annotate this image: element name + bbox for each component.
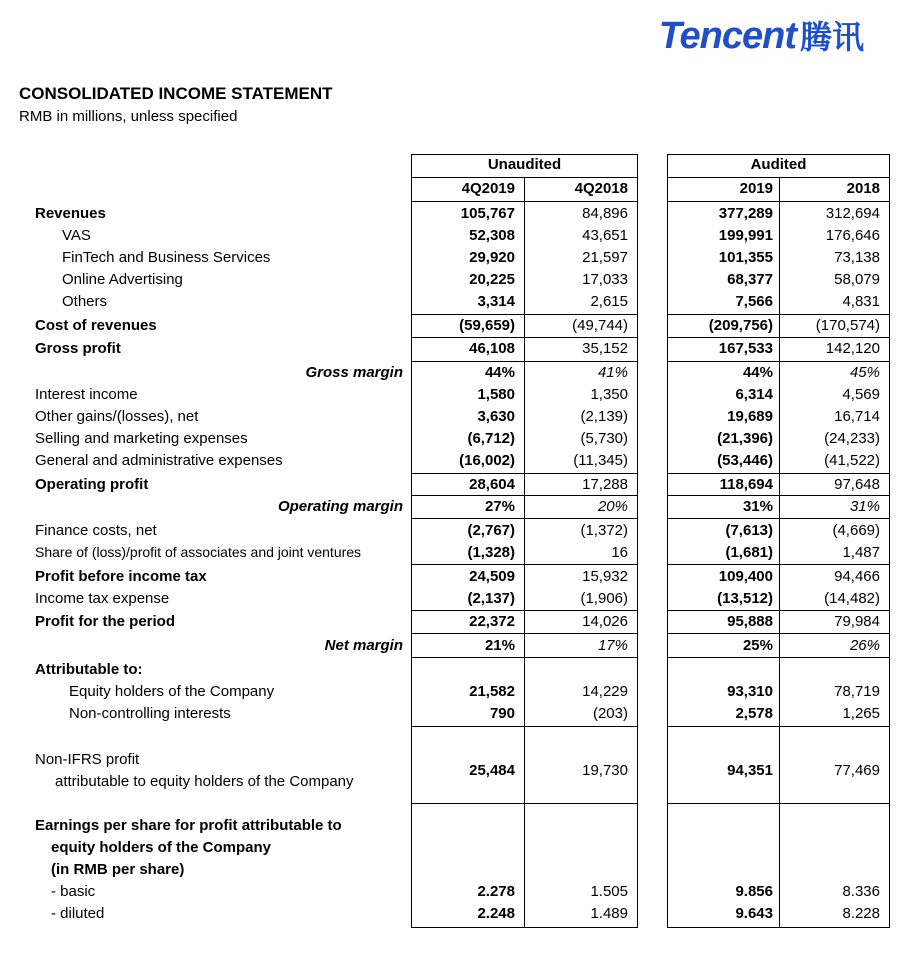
value-cell: 105,767	[460, 205, 515, 222]
value-cell: 9.643	[735, 905, 773, 922]
value-cell: 6,314	[735, 386, 773, 403]
value-cell: (59,659)	[459, 317, 515, 334]
value-cell: 14,026	[582, 613, 628, 630]
row-label-interest-income: Interest income	[35, 386, 138, 403]
value-cell: 78,719	[834, 683, 880, 700]
row-divider	[667, 518, 890, 519]
value-cell: 94,466	[834, 568, 880, 585]
unaudited-header: Unaudited	[487, 156, 562, 173]
value-cell: (2,767)	[467, 522, 515, 539]
value-cell: 109,400	[718, 568, 773, 585]
row-divider	[667, 201, 890, 202]
value-cell: 17,033	[582, 271, 628, 288]
value-cell: 25,484	[469, 762, 515, 779]
value-cell: (6,712)	[467, 430, 515, 447]
row-divider	[411, 314, 638, 315]
row-label-eps-heading: Earnings per share for profit attributable to	[35, 817, 342, 834]
value-cell: 1,350	[590, 386, 628, 403]
row-divider	[411, 473, 638, 474]
value-cell: (7,613)	[725, 522, 773, 539]
value-cell: (2,139)	[580, 408, 628, 425]
row-label-operating-margin: Operating margin	[277, 498, 403, 515]
row-divider	[667, 337, 890, 338]
value-cell: 3,314	[477, 293, 515, 310]
value-cell: 16	[611, 544, 628, 561]
row-divider	[411, 495, 638, 496]
value-cell: 93,310	[727, 683, 773, 700]
row-label-vas: VAS	[62, 227, 91, 244]
row-label-profit-for-period: Profit for the period	[35, 613, 175, 630]
col-header-2018: 2018	[846, 180, 880, 197]
row-divider	[411, 726, 638, 727]
row-divider	[667, 564, 890, 565]
col-header-4q2018: 4Q2018	[574, 180, 628, 197]
row-label-other-gains: Other gains/(losses), net	[35, 408, 199, 425]
row-label-net-margin: Net margin	[324, 637, 403, 654]
value-cell: 44%	[742, 364, 773, 381]
value-cell: 31%	[742, 498, 773, 515]
value-cell: (209,756)	[708, 317, 773, 334]
row-divider	[411, 201, 638, 202]
row-divider	[667, 473, 890, 474]
value-cell: 68,377	[727, 271, 773, 288]
logo-text-cn: 腾讯	[799, 18, 864, 56]
value-cell: (203)	[592, 705, 628, 722]
value-cell: 52,308	[469, 227, 515, 244]
value-cell: 199,991	[718, 227, 773, 244]
row-divider	[411, 610, 638, 611]
value-cell: 20,225	[469, 271, 515, 288]
row-label-eps-diluted: - diluted	[51, 905, 105, 922]
value-cell: (16,002)	[459, 452, 515, 469]
value-cell: 17%	[597, 637, 628, 654]
row-divider	[667, 657, 890, 658]
row-label-revenues: Revenues	[35, 205, 106, 222]
value-cell: (14,482)	[824, 590, 880, 607]
value-cell: 790	[489, 705, 515, 722]
value-cell: 45%	[849, 364, 880, 381]
row-label-gross-margin: Gross margin	[305, 364, 403, 381]
value-cell: 14,229	[582, 683, 628, 700]
value-cell: (24,233)	[824, 430, 880, 447]
value-cell: (1,372)	[580, 522, 628, 539]
row-divider	[667, 610, 890, 611]
value-cell: 15,932	[582, 568, 628, 585]
value-cell: 22,372	[469, 613, 515, 630]
row-divider	[667, 803, 890, 804]
row-label-finance-costs: Finance costs, net	[35, 522, 157, 539]
value-cell: 95,888	[727, 613, 773, 630]
row-divider	[667, 633, 890, 634]
row-label-non-ifrs-profit: Non-IFRS profit	[35, 751, 140, 768]
value-cell: (13,512)	[717, 590, 773, 607]
value-cell: 21%	[484, 637, 515, 654]
value-cell: 312,694	[825, 205, 880, 222]
value-cell: (49,744)	[572, 317, 628, 334]
value-cell: 77,469	[834, 762, 880, 779]
row-label-eps-heading-2: equity holders of the Company	[51, 839, 272, 856]
value-cell: 17,288	[582, 476, 628, 493]
value-cell: 176,646	[825, 227, 880, 244]
value-cell: 35,152	[582, 340, 628, 357]
row-label-selling-marketing: Selling and marketing expenses	[35, 430, 248, 447]
column-divider	[779, 177, 780, 928]
row-divider	[411, 803, 638, 804]
value-cell: (1,328)	[467, 544, 515, 561]
value-cell: 58,079	[834, 271, 880, 288]
value-cell: (1,681)	[725, 544, 773, 561]
row-divider	[667, 495, 890, 496]
value-cell: 27%	[484, 498, 515, 515]
logo-text-en: Tencent	[658, 15, 796, 57]
value-cell: 25%	[742, 637, 773, 654]
value-cell: 28,604	[469, 476, 515, 493]
value-cell: 16,714	[834, 408, 880, 425]
value-cell: 46,108	[469, 340, 515, 357]
value-cell: 24,509	[469, 568, 515, 585]
statement-subtitle: RMB in millions, unless specified	[19, 108, 238, 125]
value-cell: (1,906)	[580, 590, 628, 607]
value-cell: 1.489	[590, 905, 628, 922]
statement-title: CONSOLIDATED INCOME STATEMENT	[19, 84, 333, 103]
value-cell: 19,730	[582, 762, 628, 779]
row-divider	[411, 518, 638, 519]
value-cell: 118,694	[719, 476, 773, 493]
row-label-share-of-associates: Share of (loss)/profit of associates and joint ventures	[35, 544, 362, 560]
row-label-profit-before-tax: Profit before income tax	[35, 568, 207, 585]
value-cell: 2.278	[477, 883, 515, 900]
value-cell: 97,648	[834, 476, 880, 493]
row-divider	[411, 633, 638, 634]
value-cell: 142,120	[825, 340, 880, 357]
value-cell: 7,566	[735, 293, 773, 310]
value-cell: 41%	[597, 364, 628, 381]
value-cell: 9.856	[735, 883, 773, 900]
row-label-fintech: FinTech and Business Services	[62, 249, 271, 266]
row-label-cost-of-revenues: Cost of revenues	[35, 317, 157, 334]
row-label-eps-heading-3: (in RMB per share)	[51, 861, 185, 878]
value-cell: (41,522)	[824, 452, 880, 469]
row-label-equity-holders: Equity holders of the Company	[69, 683, 275, 700]
value-cell: (21,396)	[717, 430, 773, 447]
value-cell: 377,289	[718, 205, 773, 222]
value-cell: 20%	[597, 498, 628, 515]
column-divider	[524, 177, 525, 928]
value-cell: (2,137)	[467, 590, 515, 607]
row-label-others: Others	[62, 293, 108, 310]
row-divider	[411, 361, 638, 362]
value-cell: 1,580	[477, 386, 515, 403]
row-label-attributable-to: Attributable to:	[35, 661, 143, 678]
row-label-gross-profit: Gross profit	[35, 340, 121, 357]
value-cell: 1,487	[842, 544, 880, 561]
value-cell: 73,138	[834, 249, 880, 266]
row-divider	[411, 564, 638, 565]
row-label-non-controlling: Non-controlling interests	[69, 705, 231, 722]
row-label-general-admin: General and administrative expenses	[35, 452, 283, 469]
value-cell: 8.228	[842, 905, 880, 922]
value-cell: 4,831	[842, 293, 880, 310]
value-cell: 26%	[849, 637, 880, 654]
value-cell: 44%	[484, 364, 515, 381]
value-cell: 94,351	[727, 762, 773, 779]
value-cell: 79,984	[834, 613, 880, 630]
value-cell: (53,446)	[717, 452, 773, 469]
value-cell: 101,355	[718, 249, 773, 266]
value-cell: 3,630	[477, 408, 515, 425]
col-header-4q2019: 4Q2019	[461, 180, 515, 197]
row-label-non-ifrs-attributable: attributable to equity holders of the Company	[55, 773, 354, 790]
audited-header: Audited	[750, 156, 807, 173]
value-cell: 31%	[849, 498, 880, 515]
value-cell: (170,574)	[815, 317, 880, 334]
value-cell: 43,651	[582, 227, 628, 244]
value-cell: 8.336	[842, 883, 880, 900]
value-cell: 167,533	[718, 340, 773, 357]
value-cell: 21,597	[582, 249, 628, 266]
value-cell: 1,265	[842, 705, 880, 722]
value-cell: 2,615	[590, 293, 628, 310]
row-label-income-tax: Income tax expense	[35, 590, 170, 607]
row-label-operating-profit: Operating profit	[35, 476, 149, 493]
tencent-logo	[659, 12, 864, 58]
row-divider	[411, 337, 638, 338]
row-label-eps-basic: - basic	[51, 883, 96, 900]
value-cell: (11,345)	[573, 452, 628, 469]
row-divider	[667, 314, 890, 315]
value-cell: 2,578	[735, 705, 773, 722]
col-header-2019: 2019	[739, 180, 773, 197]
value-cell: 4,569	[842, 386, 880, 403]
value-cell: 2.248	[477, 905, 515, 922]
row-divider	[667, 726, 890, 727]
value-cell: 21,582	[469, 683, 515, 700]
row-divider	[411, 657, 638, 658]
value-cell: 1.505	[590, 883, 628, 900]
row-label-online-advertising: Online Advertising	[62, 271, 183, 288]
value-cell: 84,896	[582, 205, 628, 222]
value-cell: 19,689	[727, 408, 773, 425]
value-cell: (5,730)	[580, 430, 628, 447]
value-cell: (4,669)	[832, 522, 880, 539]
row-divider	[667, 361, 890, 362]
value-cell: 29,920	[469, 249, 515, 266]
